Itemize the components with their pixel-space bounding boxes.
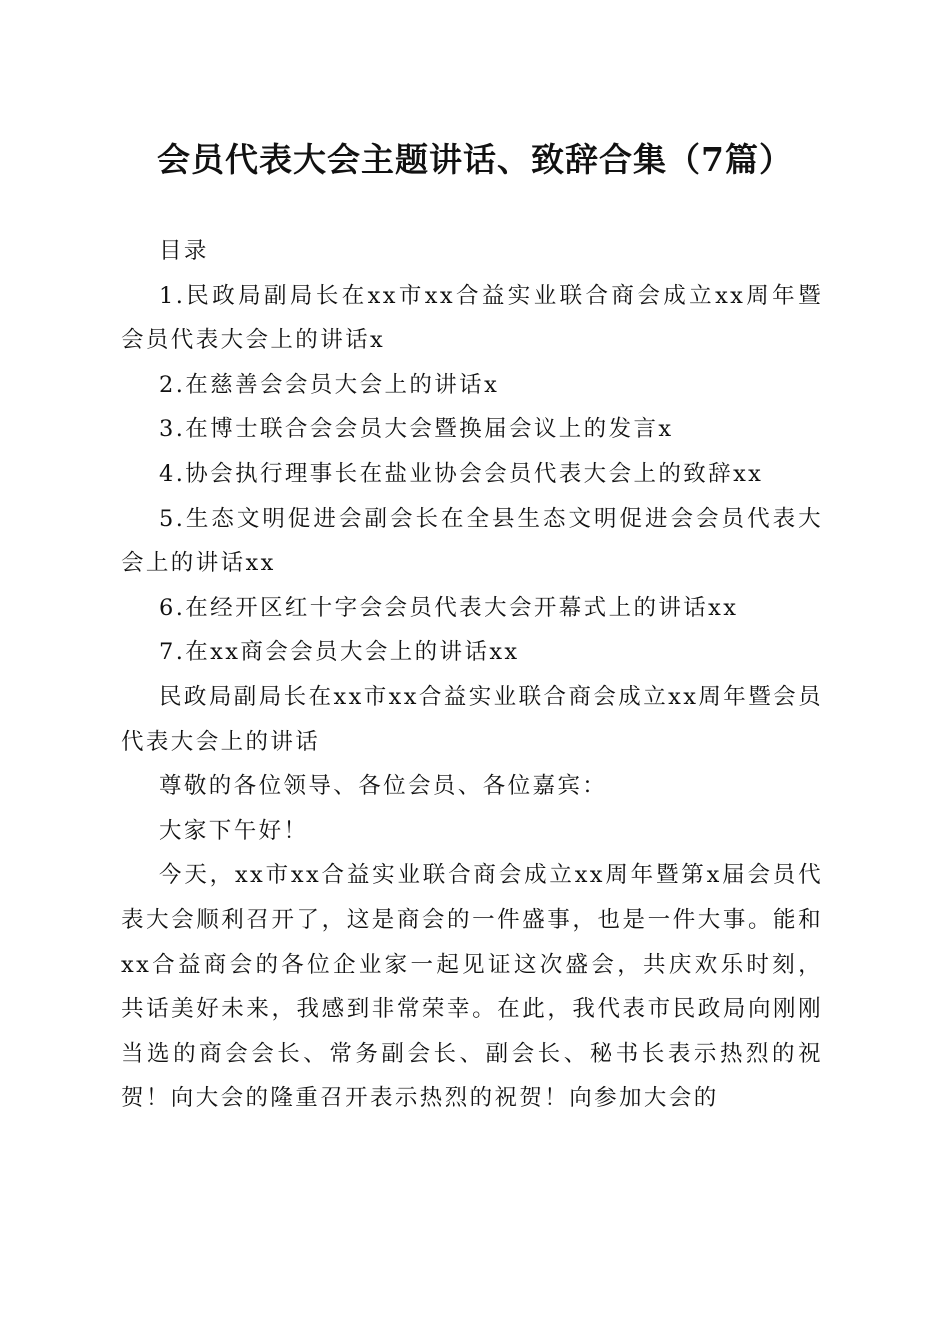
toc-item-3: 3.在博士联合会会员大会暨换届会议上的发言x [159,416,674,443]
toc-item-5: 5.生态文明促进会副会长在全县生态文明促进会会员代表大会上的讲话xx [121,505,823,577]
toc-item-7: 7.在xx商会会员大会上的讲话xx [159,639,520,666]
toc-item-4: 4.协会执行理事长在盐业协会会员代表大会上的致辞xx [159,460,764,487]
speech-greeting: 大家下午好！ [159,817,309,844]
speech-title: 民政局副局长在xx市xx合益实业联合商会成立xx周年暨会员代表大会上的讲话 [121,683,823,755]
document-title: 会员代表大会主题讲话、致辞合集（7篇） [157,140,793,179]
toc-item-1: 1.民政局副局长在xx市xx合益实业联合商会成立xx周年暨会员代表大会上的讲话x [121,282,823,354]
speech-salutation: 尊敬的各位领导、各位会员、各位嘉宾： [159,773,608,800]
toc-heading: 目录 [159,238,209,264]
toc-item-2: 2.在慈善会会员大会上的讲话x [159,371,500,398]
toc-item-6: 6.在经开区红十字会会员代表大会开幕式上的讲话xx [159,594,739,621]
speech-paragraph: 今天，xx市xx合益实业联合商会成立xx周年暨第x届会员代表大会顺利召开了，这是商会的一件盛事，也是一件大事。能和xx合益商会的各位企业家一起见证这次盛会，共庆欢乐时刻，共话美好未来，我感到非常荣幸。在此，我代表市民政局向刚刚当选的商会会长、常务副会长、副会长、秘书长表示热烈的祝贺！向大会的隆重召开表示热烈的祝贺！向参加大会的 [121,862,823,1112]
document-body [121,229,823,1121]
